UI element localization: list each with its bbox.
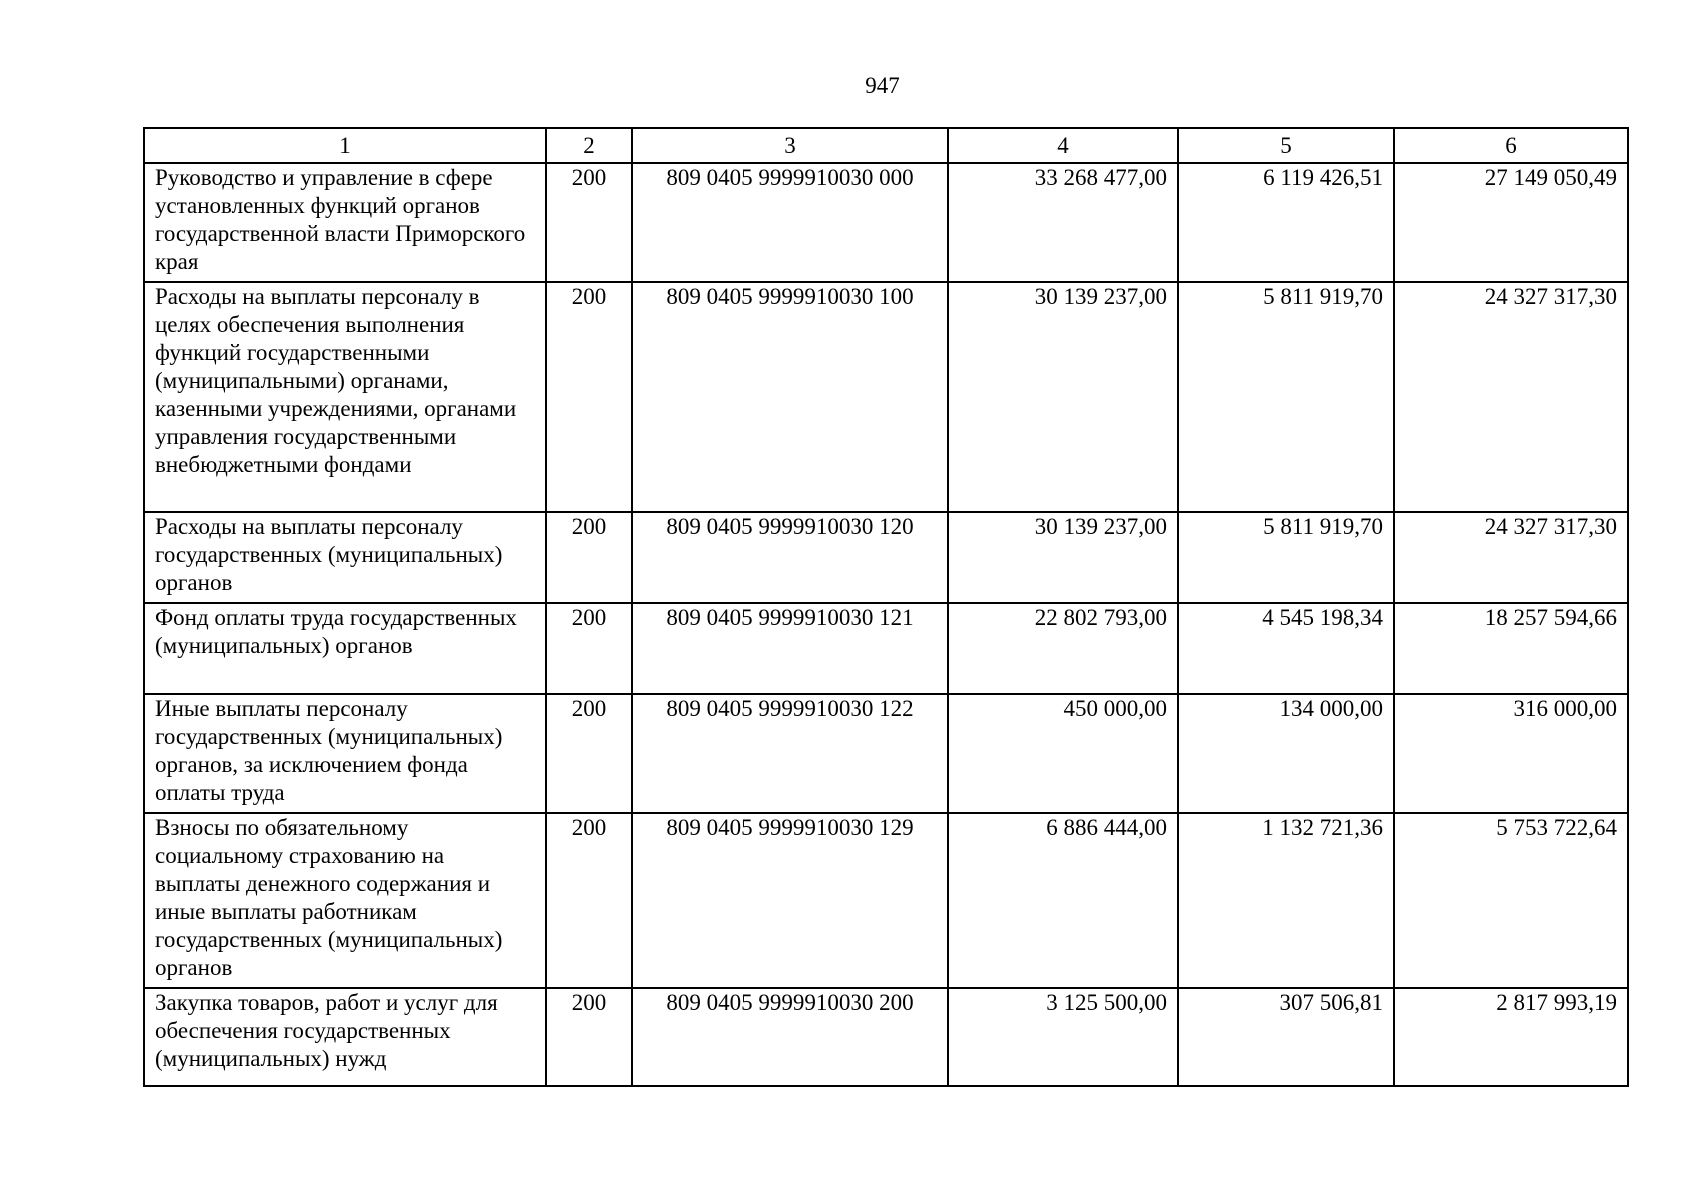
unexecuted-amount: 316 000,00: [1394, 694, 1628, 813]
admin-code: 200: [546, 694, 632, 813]
admin-code: 200: [546, 282, 632, 512]
column-number: 3: [632, 128, 948, 163]
approved-amount: 33 268 477,00: [948, 163, 1178, 282]
executed-amount: 4 545 198,34: [1178, 603, 1394, 694]
budget-classification-code: 809 0405 9999910030 200: [632, 988, 948, 1086]
budget-classification-code: 809 0405 9999910030 121: [632, 603, 948, 694]
column-number-row: [144, 128, 1628, 163]
budget-classification-code: 809 0405 9999910030 120: [632, 512, 948, 603]
approved-amount: 6 886 444,00: [948, 813, 1178, 988]
expense-name: Расходы на выплаты персоналу государственных (муниципальных) органов: [144, 512, 546, 603]
admin-code: 200: [546, 163, 632, 282]
unexecuted-amount: 24 327 317,30: [1394, 512, 1628, 603]
expense-name: Закупка товаров, работ и услуг для обеспечения государственных (муниципальных) нужд: [144, 988, 546, 1086]
expense-name: Взносы по обязательному социальному страхованию на выплаты денежного содержания и иные выплаты работникам государственных (муниципальных) органов: [144, 813, 546, 988]
budget-classification-code: 809 0405 9999910030 000: [632, 163, 948, 282]
column-number: 4: [948, 128, 1178, 163]
table-row: [144, 512, 1628, 603]
approved-amount: 3 125 500,00: [948, 988, 1178, 1086]
executed-amount: 1 132 721,36: [1178, 813, 1394, 988]
admin-code: 200: [546, 512, 632, 603]
budget-classification-code: 809 0405 9999910030 100: [632, 282, 948, 512]
table-row: [144, 163, 1628, 282]
executed-amount: 134 000,00: [1178, 694, 1394, 813]
unexecuted-amount: 2 817 993,19: [1394, 988, 1628, 1086]
table-row: [144, 988, 1628, 1086]
table-row: [144, 694, 1628, 813]
executed-amount: 5 811 919,70: [1178, 512, 1394, 603]
table-row: [144, 282, 1628, 512]
executed-amount: 307 506,81: [1178, 988, 1394, 1086]
unexecuted-amount: 18 257 594,66: [1394, 603, 1628, 694]
admin-code: 200: [546, 988, 632, 1086]
budget-classification-code: 809 0405 9999910030 129: [632, 813, 948, 988]
expense-name: Иные выплаты персоналу государственных (муниципальных) органов, за исключением фонда оплаты труда: [144, 694, 546, 813]
unexecuted-amount: 27 149 050,49: [1394, 163, 1628, 282]
expense-name: Фонд оплаты труда государственных (муниципальных) органов: [144, 603, 546, 694]
column-number: 2: [546, 128, 632, 163]
admin-code: 200: [546, 603, 632, 694]
expense-name: Расходы на выплаты персоналу в целях обеспечения выполнения функций государственными (муниципальными) органами, казенными учреждениями, органами управления государственными внебюджетными фондами: [144, 282, 546, 512]
column-number: 6: [1394, 128, 1628, 163]
approved-amount: 22 802 793,00: [948, 603, 1178, 694]
executed-amount: 5 811 919,70: [1178, 282, 1394, 512]
approved-amount: 450 000,00: [948, 694, 1178, 813]
approved-amount: 30 139 237,00: [948, 282, 1178, 512]
unexecuted-amount: 24 327 317,30: [1394, 282, 1628, 512]
table-row: [144, 813, 1628, 988]
page-number: 947: [865, 73, 900, 98]
executed-amount: 6 119 426,51: [1178, 163, 1394, 282]
table-row: [144, 603, 1628, 694]
budget-classification-code: 809 0405 9999910030 122: [632, 694, 948, 813]
column-number: 1: [144, 128, 546, 163]
approved-amount: 30 139 237,00: [948, 512, 1178, 603]
budget-table: [143, 127, 1629, 1087]
admin-code: 200: [546, 813, 632, 988]
unexecuted-amount: 5 753 722,64: [1394, 813, 1628, 988]
column-number: 5: [1178, 128, 1394, 163]
expense-name: Руководство и управление в сфере установленных функций органов государственной власти Приморского края: [144, 163, 546, 282]
